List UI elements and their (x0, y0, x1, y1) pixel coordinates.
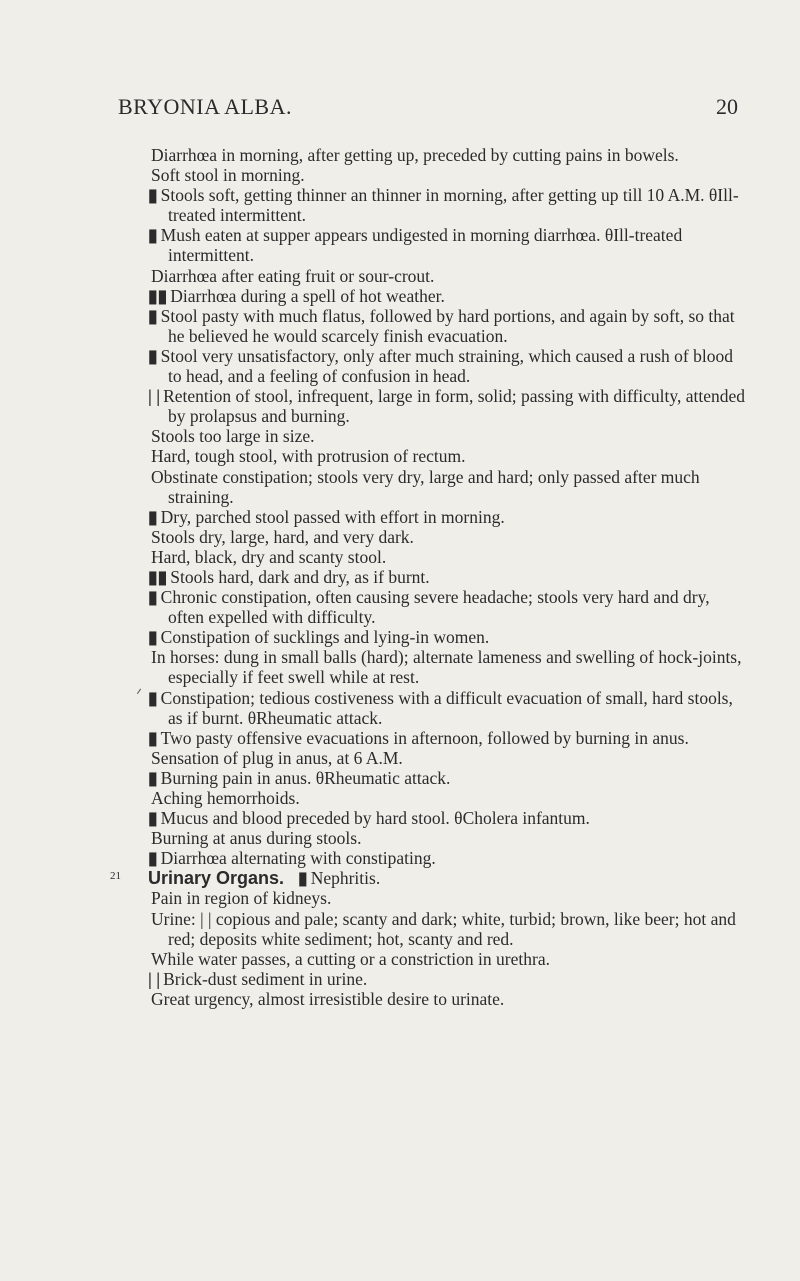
entry-text: Burning pain in anus. θRheumatic attack. (160, 767, 451, 788)
list-item (148, 969, 748, 989)
list-item (148, 828, 748, 848)
list-item (148, 426, 748, 446)
list-item (148, 848, 748, 868)
entry-text: Stool very unsatisfactory, only after much straining, which caused a rush of blood to head, and a feeling of confusion in head. (160, 345, 733, 387)
entry-text: Two pasty offensive evacuations in afternoon, followed by burning in anus. (160, 727, 689, 748)
emphasis-mark: ▮ (148, 305, 158, 326)
emphasis-mark: ▮ (148, 848, 158, 869)
entry-text: Urine: | | copious and pale; scanty and dark; white, turbid; brown, like beer; hot and red; deposits white sediment; hot, scanty and red. (151, 908, 736, 949)
entry-text: Retention of stool, infrequent, large in form, solid; passing with difficulty, attended by prolapsus and burning. (163, 386, 746, 427)
emphasis-mark: ▮ (148, 506, 158, 527)
list-item (148, 507, 748, 527)
emphasis-mark: ▮ (148, 345, 158, 366)
page-header (118, 94, 738, 122)
page-number: 20 (716, 94, 738, 119)
list-item (148, 788, 748, 808)
entry-text: Chronic constipation, often causing severe headache; stools very hard and dry, often expelled with difficulty. (160, 587, 710, 628)
list-item (148, 145, 748, 165)
entry-text: Stools dry, large, hard, and very dark. (151, 526, 414, 547)
list-item (148, 446, 748, 466)
list-item (148, 266, 748, 286)
running-head: BRYONIA ALBA. (118, 94, 292, 119)
list-item (148, 547, 748, 567)
entry-text: Great urgency, almost irresistible desire to urinate. (151, 988, 505, 1009)
list-item (148, 688, 748, 728)
list-item (148, 748, 748, 768)
list-item (148, 165, 748, 185)
emphasis-mark: ▮ (298, 868, 308, 889)
entry-text: Brick-dust sediment in urine. (163, 968, 368, 989)
list-item (148, 306, 748, 346)
section-heading: 21 Urinary Organs. ▮ Nephritis. (110, 868, 381, 889)
entry-text: Obstinate constipation; stools very dry, large and hard; only passed after much straining. (151, 466, 700, 507)
entry-text: Stools too large in size. (151, 426, 315, 447)
list-item (148, 909, 748, 949)
list-item (148, 286, 748, 306)
emphasis-mark: ▮ (148, 185, 158, 206)
list-item (148, 185, 748, 225)
entry-text: Diarrhœa alternating with constipating. (160, 848, 436, 869)
entry-text: Constipation; tedious costiveness with a difficult evacuation of small, hard stools, as if burnt. θRheumatic attack. (160, 687, 733, 728)
emphasis-mark: ▮▮ (148, 566, 168, 587)
list-item (148, 386, 748, 426)
emphasis-mark: ▮ (148, 687, 158, 708)
entry-text: Mush eaten at supper appears undigested in morning diarrhœa. θIll-treated intermittent. (160, 225, 683, 266)
emphasis-mark: | | (148, 968, 161, 989)
entry-text: Constipation of sucklings and lying-in women. (160, 627, 490, 648)
stray-mark (137, 689, 146, 698)
entry-text: Sensation of plug in anus, at 6 A.M. (151, 747, 403, 768)
list-item (148, 728, 748, 748)
entry-text: Stools soft, getting thinner an thinner in morning, after getting up till 10 A.M. θIll-treated intermittent. (160, 185, 739, 226)
entry-text: Pain in region of kidneys. (151, 888, 332, 909)
list-item (148, 467, 748, 507)
list-item (148, 346, 748, 386)
emphasis-mark: ▮ (148, 225, 158, 246)
list-item (148, 647, 748, 687)
list-item (148, 989, 748, 1009)
list-item (148, 768, 748, 788)
list-item (148, 949, 748, 969)
entry-text: Stools hard, dark and dry, as if burnt. (170, 566, 430, 587)
entry-text: Diarrhœa after eating fruit or sour-crout. (151, 265, 435, 286)
entry-text: Stool pasty with much flatus, followed by hard portions, and again by soft, so that he believed he would scarcely finish evacuation. (160, 305, 735, 346)
entry-text: Burning at anus during stools. (151, 828, 362, 849)
emphasis-mark: ▮ (148, 627, 158, 648)
entry-text: Dry, parched stool passed with effort in morning. (160, 506, 505, 527)
list-item (148, 808, 748, 828)
list-item (148, 888, 748, 908)
list-item (148, 587, 748, 627)
entry-text: In horses: dung in small balls (hard); alternate lameness and swelling of hock-joints, especially if feet swell while at rest. (151, 647, 742, 688)
emphasis-mark: ▮ (148, 767, 158, 788)
emphasis-mark: ▮ (148, 808, 158, 829)
list-item (148, 527, 748, 547)
entry-text: Nephritis. (310, 868, 381, 889)
entry-text: Aching hemorrhoids. (151, 788, 300, 808)
entry-text: Diarrhœa in morning, after getting up, preceded by cutting pains in bowels. (151, 145, 679, 165)
entry-text: Soft stool in morning. (151, 165, 305, 186)
list-item (148, 225, 748, 265)
list-item (148, 627, 748, 647)
symptom-list (110, 145, 748, 1009)
list-item (148, 567, 748, 587)
emphasis-mark: ▮▮ (148, 285, 168, 306)
entry-text: While water passes, a cutting or a constriction in urethra. (151, 948, 550, 969)
emphasis-mark: ▮ (148, 727, 158, 748)
emphasis-mark: ▮ (148, 587, 158, 608)
entry-text: Hard, tough stool, with protrusion of rectum. (151, 446, 466, 467)
entry-text: Diarrhœa during a spell of hot weather. (170, 285, 445, 306)
emphasis-mark: | | (148, 386, 161, 407)
section-title: Urinary Organs. (148, 868, 285, 889)
entry-text: Hard, black, dry and scanty stool. (151, 546, 387, 567)
entry-text: Mucus and blood preceded by hard stool. θCholera infantum. (160, 808, 590, 829)
